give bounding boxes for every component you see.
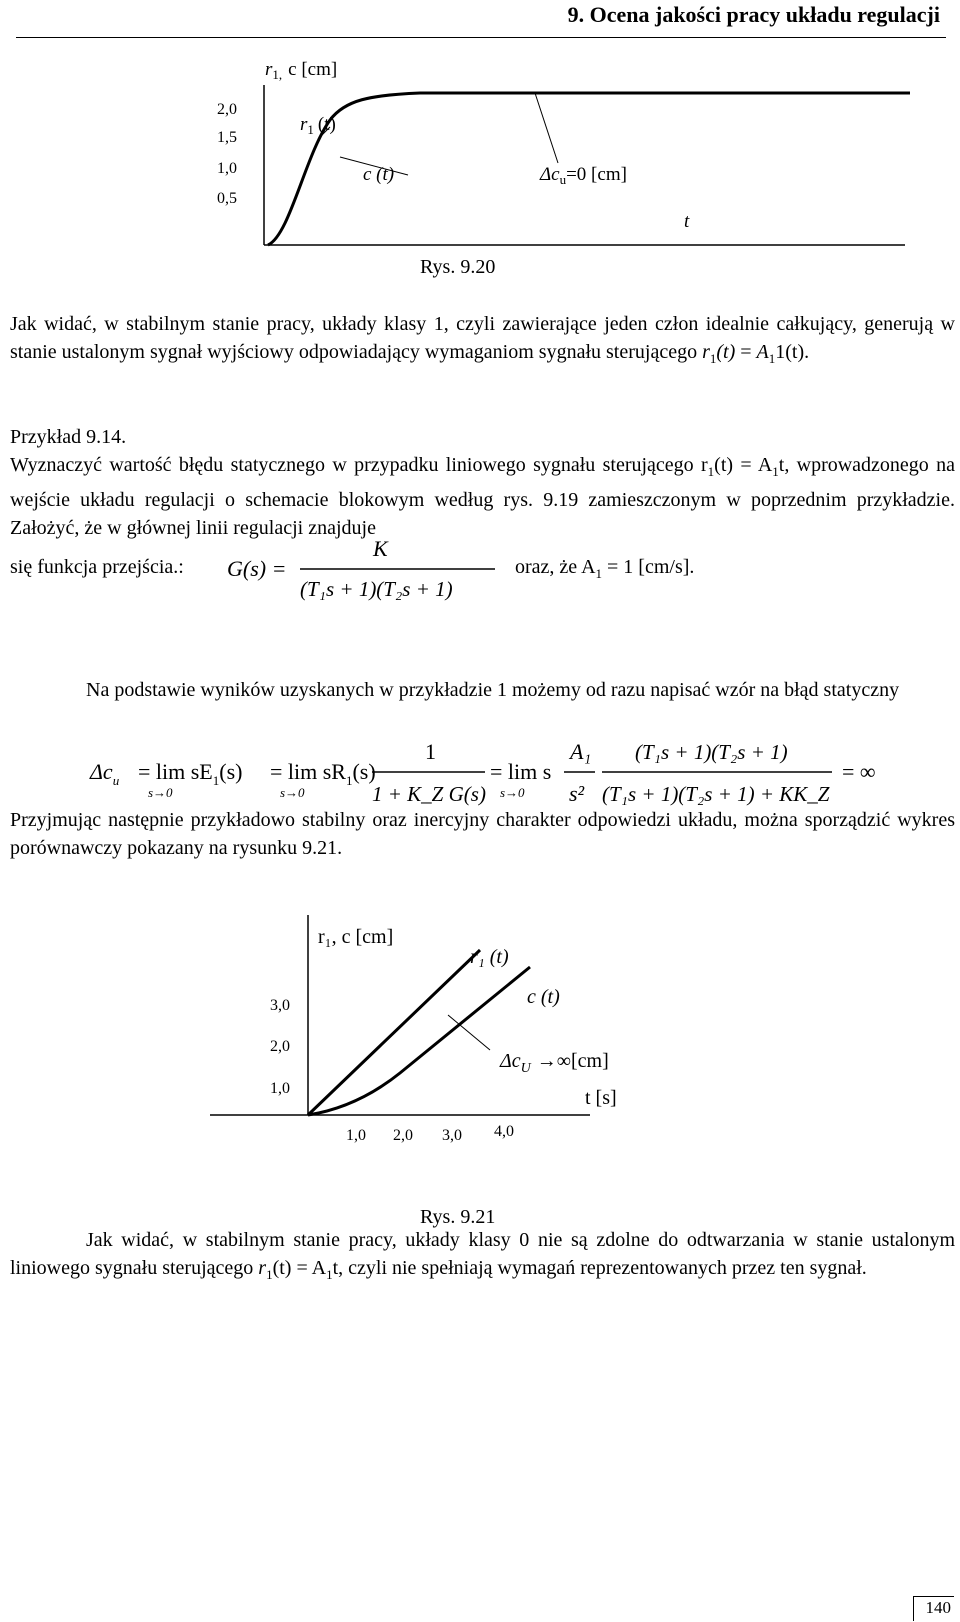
fig2-xtick: 3,0 [442,1127,462,1144]
fig2-label-c: c (t) [527,986,560,1008]
eq-delta: $\Delta c_u$ [90,759,120,788]
eq-result: = ∞ [842,759,876,784]
fig1-label-delta: $\Delta c_u=0$ [cm] [540,164,627,187]
example-title: Przykład 9.14. [10,426,127,448]
chapter-title: 9. Ocena jakości pracy układu regulacji [567,2,940,27]
figure-9-20-caption: Rys. 9.20 [420,256,496,278]
paragraph-class0: Jak widać, w stabilnym stanie pracy, układy klasy 0 nie są zdolne do odtwarzania w stanie ustalonym liniowego sygnału sterującego $r_1(t) = A_1t$, czyli nie spełniają wymagań reprezentowanych przez ten sygnał. [10,1229,955,1282]
fig1-yticks [217,101,237,207]
example-body: Wyznaczyć wartość błędu statycznego w przypadku liniowego sygnału sterującego $r_1(t) = A_1t$, wprowadzonego na wejście układu regulacji o schemacie blokowym według rys. 9.19 zamieszczonym w poprzednim przykładzie. Założyć, że w głównej linii regulacji znajduje [10,454,955,539]
transfer-function [225,532,505,604]
eq-frac3-num: (T₁s + 1)(T₂s + 1) [635,740,788,764]
paragraph-static-error: Na podstawie wyników uzyskanych w przykładzie 1 możemy od razu napisać wzór na błąd statyczny [86,679,900,701]
fig2-xticks [346,1123,514,1144]
figure-9-21-caption: Rys. 9.21 [420,1206,496,1228]
page-header [0,0,960,40]
fig2-ytick: 1,0 [270,1080,290,1097]
fig1-ytick: 0,5 [217,190,237,207]
example-tail: oraz, że $A_1 = 1$ [cm/s]. [515,556,695,581]
fig2-c-curve [308,967,530,1115]
fig2-ytick: 3,0 [270,997,290,1014]
eq-lim3: = lim s [490,759,552,784]
fig2-r-line [308,950,480,1115]
eq-lim-sub: s→0 [148,785,173,800]
tf-denominator: (T₁s + 1)(T₂s + 1) [300,577,453,601]
fig1-delta-pointer [535,93,558,163]
fig2-xtick: 4,0 [494,1123,514,1140]
fig2-label-delta: $\Delta c_U \to\infty[cm]$ [500,1050,609,1076]
eq-lim-sub: s→0 [280,785,305,800]
eq-frac2-den: s² [569,781,585,806]
paragraph-comparison: Przyjmując następnie przykładowo stabilny oraz inercyjny charakter odpowiedzi układu, można sporządzić wykres porównawczy pokazany na rysunku 9.21. [10,809,955,859]
fig1-label-c: c (t) [363,164,395,185]
eq-lim2: = $\lim sR_1(s)$ [270,759,376,788]
eq-lim-sub: s→0 [500,785,525,800]
static-error-equation [80,735,900,807]
page-number: 140 [925,1598,951,1617]
fig1-ytick: 1,0 [217,160,237,177]
fig1-label-r: $r_1$ (t) [300,114,336,137]
eq-frac3-den: (T₁s + 1)(T₂s + 1) + KK_Z [602,782,830,806]
tf-lhs: G(s) = [227,556,287,581]
example-lead: się funkcja przejścia.: [10,556,184,578]
header-rule [16,37,946,38]
fig2-yticks [270,997,290,1097]
eq-frac2-num: A₁ [570,739,592,764]
fig2-label-t: t [s] [585,1087,617,1109]
fig2-delta-line [448,1015,490,1050]
fig2-axis-title: r₁, c [cm] [318,926,394,948]
figure-9-20 [0,45,960,290]
paragraph-class1: Jak widać, w stabilnym stanie pracy, układy klasy 1, czyli zawierające jeden człon idealnie całkujący, generują w stanie ustalonym sygnał wyjściowy odpowiadający wymaganiom sygnału sterującego $r_1(t) = A_11(t)$. [10,313,955,366]
fig2-xtick: 2,0 [393,1127,413,1144]
fig2-xtick: 1,0 [346,1127,366,1144]
fig1-ytick: 1,5 [217,129,237,146]
page-number-box [913,1596,954,1621]
eq-frac1-den: 1 + K_Z G(s) [372,782,486,806]
eq-lim1: = $\lim sE_1(s)$ [138,759,243,788]
figure-9-21 [0,905,960,1150]
tf-numerator: K [373,536,388,561]
eq-frac1-num: 1 [425,739,436,764]
fig1-ytick: 2,0 [217,101,237,118]
fig2-label-r: r₁ (t) [470,946,509,968]
fig2-ytick: 2,0 [270,1038,290,1055]
fig1-label-t: t [684,211,690,232]
fig1-axis-title: $r_{1,}$ c [cm] [265,59,338,82]
